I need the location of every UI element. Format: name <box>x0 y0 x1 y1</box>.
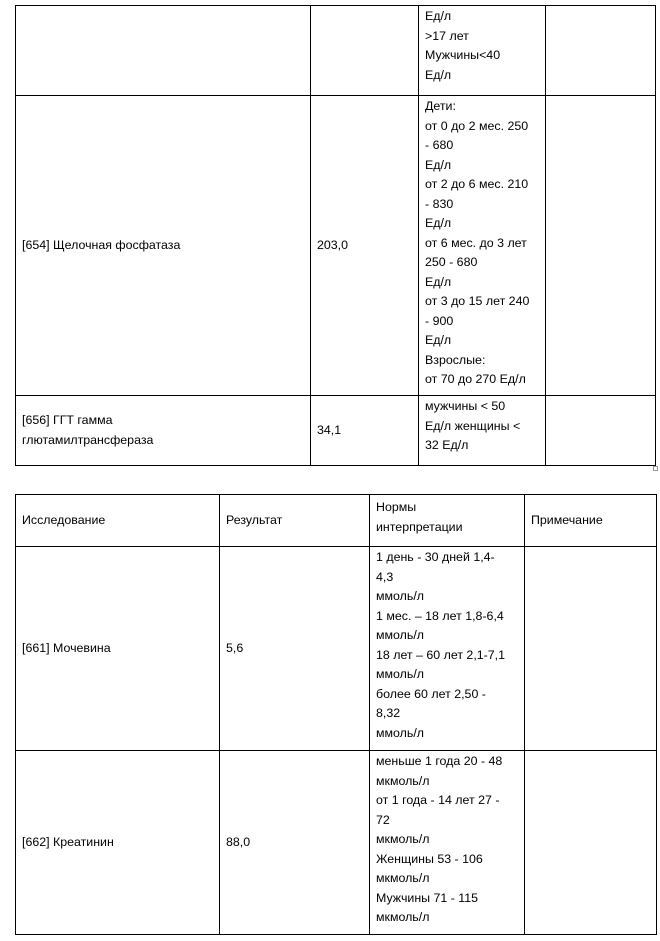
norm-line: мужчины < 50 <box>425 399 506 413</box>
norms-cell <box>419 96 546 396</box>
norm-line: Ед/л <box>425 67 452 82</box>
test-name-line: [656] ГГТ гамма <box>22 413 113 427</box>
test-name-cell <box>16 396 311 466</box>
norm-line: ммоль/л <box>376 628 425 642</box>
norm-line: мкмоль/л <box>376 910 430 924</box>
table-row <box>16 96 656 396</box>
norm-line: мкмоль/л <box>376 773 430 788</box>
norm-line: 72 <box>376 812 390 827</box>
header-norms-line: Нормы <box>376 500 417 514</box>
norm-line: ммоль/л <box>376 589 425 603</box>
header-norms <box>370 495 525 547</box>
norm-line: мкмоль/л <box>376 871 430 885</box>
norms-cell <box>419 6 546 96</box>
norm-line: - 680 <box>425 138 454 152</box>
table-row <box>16 6 656 96</box>
norm-line: ммоль/л <box>376 725 425 740</box>
result-cell: 88,0 <box>220 751 370 935</box>
note-cell <box>546 6 656 96</box>
norm-line: Ед/л <box>425 333 452 347</box>
table-row <box>16 547 657 751</box>
result-cell <box>311 6 419 96</box>
test-name-cell: [661] Мочевина <box>16 547 220 751</box>
norms-cell <box>370 751 525 935</box>
result-cell: 203,0 <box>311 96 419 396</box>
table-row <box>16 396 656 466</box>
norm-line: Взрослые: <box>425 352 486 367</box>
norm-line: от 1 года - 14 лет 27 - <box>376 793 500 807</box>
norm-line: 8,32 <box>376 706 401 720</box>
norm-line: от 6 мес. до 3 лет <box>425 235 527 250</box>
test-name-cell: [654] Щелочная фосфатаза <box>16 96 311 396</box>
lab-results-table-bottom <box>15 494 657 935</box>
norm-line: 1 мес. – 18 лет 1,8-6,4 <box>376 608 504 623</box>
lab-results-table-top <box>15 5 656 466</box>
table-row <box>16 751 657 935</box>
norm-line: Женщины 53 - 106 <box>376 851 483 866</box>
note-cell <box>525 751 657 935</box>
norm-line: 1 день - 30 дней 1,4- <box>376 550 495 564</box>
norm-line: от 2 до 6 мес. 210 <box>425 177 529 191</box>
header-norms-line: интерпретации <box>376 519 463 534</box>
norm-line: 4,3 <box>376 569 394 584</box>
norm-line: более 60 лет 2,50 - <box>376 686 486 701</box>
header-note: Примечание <box>525 495 657 547</box>
norm-line: - 900 <box>425 313 454 328</box>
header-test: Исследование <box>16 495 220 547</box>
norm-line: Ед/л женщины < <box>425 418 521 433</box>
note-cell <box>546 396 656 466</box>
norms-cell <box>419 396 546 466</box>
note-cell <box>525 547 657 751</box>
norm-line: Мужчины<40 <box>425 48 501 62</box>
norm-line: Мужчины 71 - 115 <box>376 890 479 905</box>
note-cell <box>546 96 656 396</box>
norm-line: Ед/л <box>425 216 452 230</box>
test-name-line: глютамилтрансфераза <box>22 432 154 447</box>
norms-cell <box>370 547 525 751</box>
norm-line: 250 - 680 <box>425 255 478 269</box>
norm-line: Ед/л <box>425 9 452 23</box>
norm-line: меньше 1 года 20 - 48 <box>376 754 503 768</box>
norm-line: от 70 до 270 Ед/л <box>425 372 526 386</box>
norm-line: от 0 до 2 мес. 250 <box>425 118 529 133</box>
norm-line: ммоль/л <box>376 667 425 681</box>
norm-line: Ед/л <box>425 157 452 172</box>
header-result: Результат <box>220 495 370 547</box>
norm-line: >17 лет <box>425 28 469 43</box>
norm-line: - 830 <box>425 196 454 211</box>
result-cell: 34,1 <box>311 396 419 466</box>
norm-line: Дети: <box>425 99 456 113</box>
table-header-row <box>16 495 657 547</box>
table-anchor-handle[interactable] <box>653 466 658 471</box>
norm-line: от 3 до 15 лет 240 <box>425 294 530 308</box>
norm-line: 18 лет – 60 лет 2,1-7,1 <box>376 647 506 662</box>
norm-line: Ед/л <box>425 274 452 289</box>
norm-line: мкмоль/л <box>376 832 430 846</box>
test-name-cell: [662] Креатинин <box>16 751 220 935</box>
norm-line: 32 Ед/л <box>425 438 469 452</box>
result-cell: 5,6 <box>220 547 370 751</box>
test-name-cell <box>16 6 311 96</box>
